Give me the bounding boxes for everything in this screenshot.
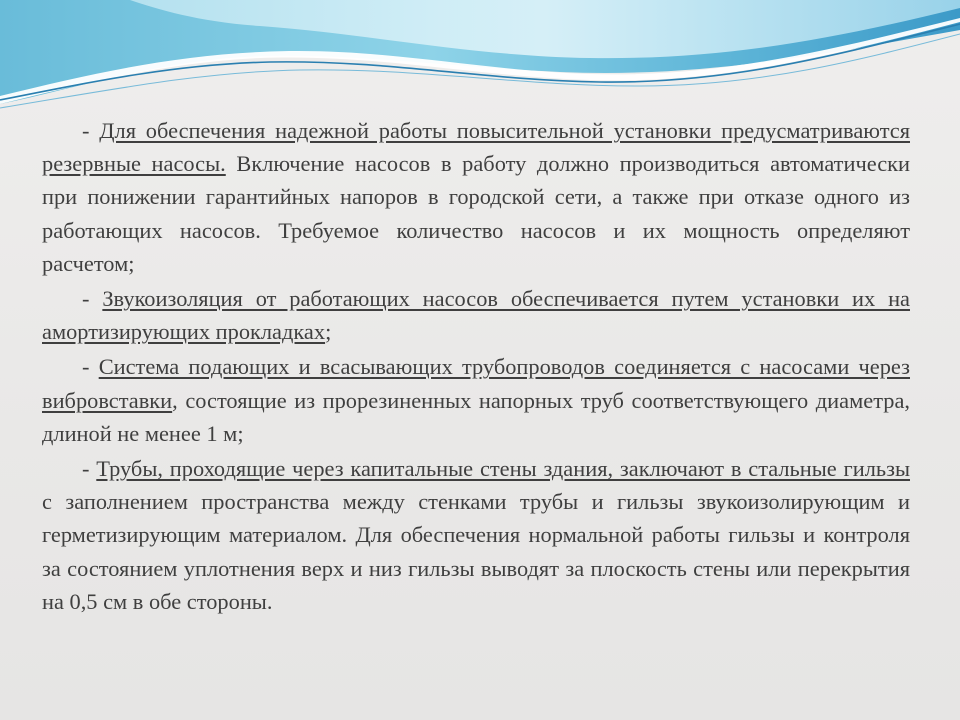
paragraph-dash: - [82,118,90,143]
paragraph-underlined-text: Звукоизоляция от работающих насосов обеспечивается путем установки их на амортизирующих прокладках [42,286,910,345]
paragraph-reserve-pumps [42,114,910,280]
paragraph-sleeves [42,452,910,618]
paragraph-sound-insulation [42,282,910,348]
paragraph-underlined-text: Для обеспечения надежной работы повысительной установки предусматриваются резервные насосы. [42,118,910,177]
paragraph-dash: - [82,354,90,380]
slide-body [42,114,910,618]
header-wave-decoration [0,0,960,120]
paragraph-dash: - [82,286,90,312]
paragraph-underlined-text: Трубы, проходящие через капитальные стены здания, заключают в стальные гильзы [96,456,910,482]
paragraph-text: ; [325,319,332,345]
paragraph-text: Включение насосов в работу должно производиться автоматически при понижении гарантийных напоров в городской сети, а также при отказе одного из работающих насосов. Требуемое количество насосов и их мощность определяют расчетом; [42,151,910,276]
paragraph-text: с заполнением пространства между стенками трубы и гильзы звукоизолирующим и герметизирующим материалом. Для обеспечения нормальной работы гильзы и контроля за состоянием уплотнения верх и низ гильзы выводят за плоскость стены или перекрытия на 0,5 см в обе стороны. [42,489,910,614]
paragraph-text: , состоящие из прорезиненных напорных труб соответствующего диаметра, длиной не менее 1 м; [42,387,910,446]
paragraph-dash: - [82,456,90,482]
paragraph-underlined-text: Система подающих и всасывающих трубопроводов соединяется с насосами через вибровставки [42,354,910,413]
paragraph-pipe-system [42,350,910,450]
